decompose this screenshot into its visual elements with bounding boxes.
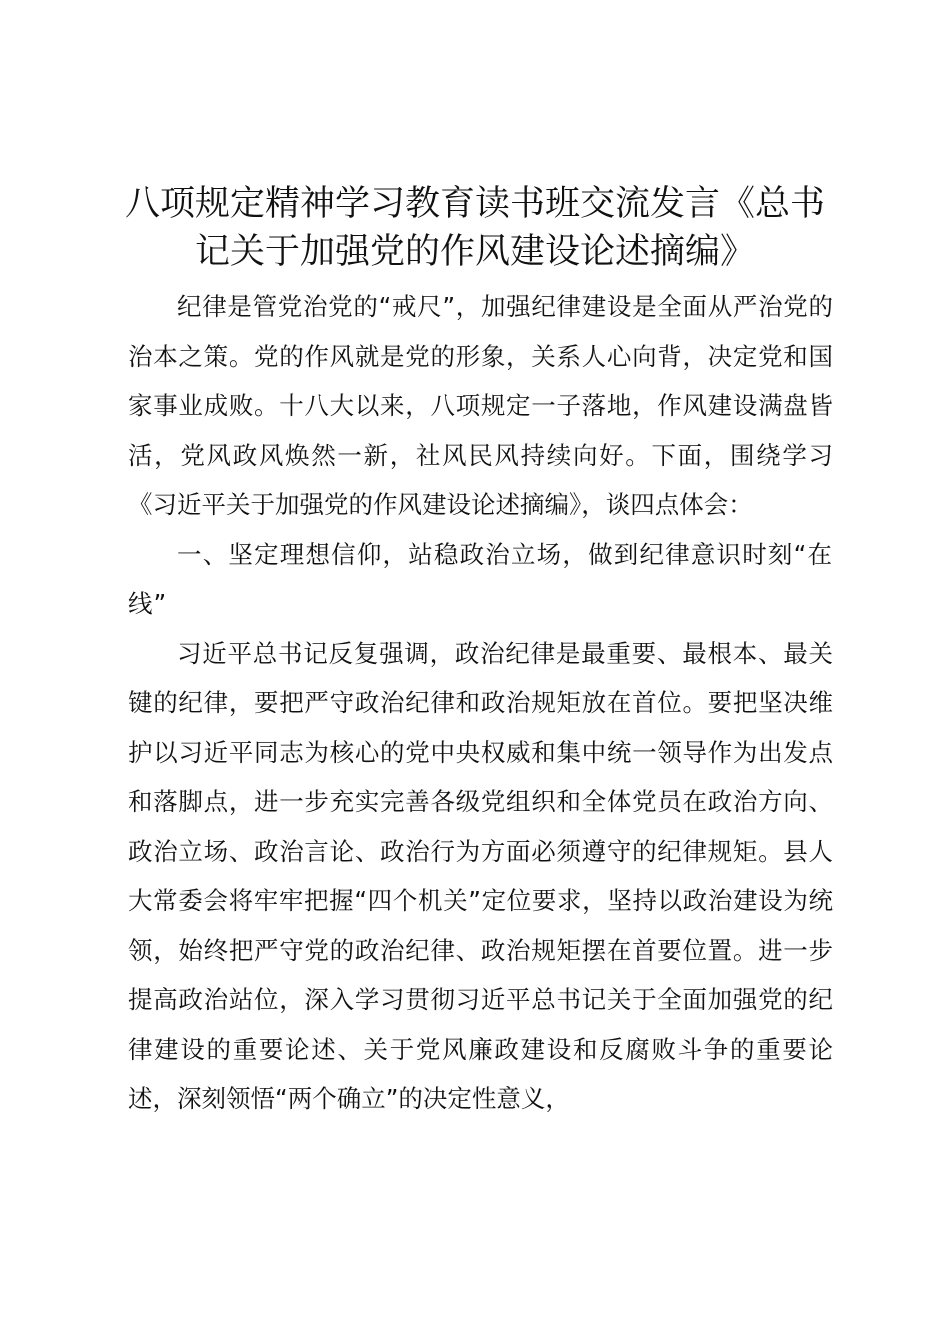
- document-title: 八项规定精神学习教育读书班交流发言《总书记关于加强党的作风建设论述摘编》: [124, 184, 825, 272]
- intro-paragraph: 纪律是管党治党的“戒尺”，加强纪律建设是全面从严治党的治本之策。党的作风就是党的形象，关系人心向背，决定党和国家事业成败。十八大以来，八项规定一子落地，作风建设满盘皆活，党风政风焕然一新，社风民风持续向好。下面，围绕学习《习近平关于加强党的作风建设论述摘编》，谈四点体会：: [128, 292, 833, 519]
- body-paragraph: 习近平总书记反复强调，政治纪律是最重要、最根本、最关键的纪律，要把严守政治纪律和政治规矩放在首位。要把坚决维护以习近平同志为核心的党中央权威和集中统一领导作为出发点和落脚点，进一步充实完善各级党组织和全体党员在政治方向、政治立场、政治言论、政治行为方面必须遵守的纪律规矩。县人大常委会将牢牢把握“四个机关”定位要求，坚持以政治建设为统领，始终把严守党的政治纪律、政治规矩摆在首要位置。进一步提高政治站位，深入学习贯彻习近平总书记关于全面加强党的纪律建设的重要论述、关于党风廉政建设和反腐败斗争的重要论述，深刻领悟“两个确立”的决定性意义，: [128, 638, 833, 1113]
- section-heading: 一、坚定理想信仰，站稳政治立场，做到纪律意识时刻“在线”: [128, 539, 833, 618]
- document-body: [128, 282, 833, 1124]
